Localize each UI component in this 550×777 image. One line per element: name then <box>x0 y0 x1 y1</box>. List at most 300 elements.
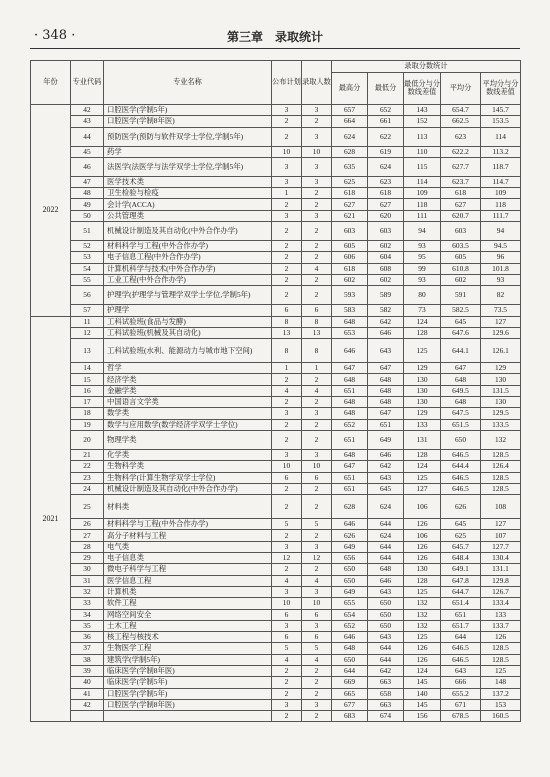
min-cell: 642 <box>368 316 404 327</box>
avg-cell: 644.1 <box>441 339 481 363</box>
avg-diff-cell: 133.5 <box>481 419 521 430</box>
admit-cell: 13 <box>302 327 332 338</box>
name-cell: 金融学类 <box>104 385 272 396</box>
avg-cell: 651.7 <box>441 620 481 631</box>
avg-cell: 647.6 <box>441 327 481 338</box>
max-cell: 649 <box>332 541 368 552</box>
table-row <box>31 408 521 419</box>
table-row <box>31 157 521 176</box>
table-row <box>31 461 521 472</box>
col-avg-diff: 平均分与分数线差值 <box>481 73 521 105</box>
name-cell: 卫生检验与检疫 <box>104 188 272 199</box>
code-cell: 55 <box>71 274 104 285</box>
avg-diff-cell: 129.5 <box>481 408 521 419</box>
plan-cell: 2 <box>272 564 302 575</box>
min-diff-cell: 125 <box>404 632 441 643</box>
page-header <box>30 24 520 49</box>
max-cell: 603 <box>332 222 368 241</box>
name-cell: 建筑学(学制5年) <box>104 654 272 665</box>
name-cell: 核工程与核技术 <box>104 632 272 643</box>
avg-diff-cell: 114 <box>481 127 521 146</box>
avg-cell: 647.5 <box>441 408 481 419</box>
avg-cell: 602 <box>441 274 481 285</box>
table-row <box>31 472 521 483</box>
code-cell: 50 <box>71 210 104 221</box>
col-min-diff: 最低分与分数线差值 <box>404 73 441 105</box>
avg-cell: 671 <box>441 699 481 710</box>
admit-cell: 5 <box>302 643 332 654</box>
table-row <box>31 688 521 699</box>
code-cell: 20 <box>71 430 104 449</box>
avg-diff-cell: 126.7 <box>481 586 521 597</box>
code-cell: 42 <box>71 699 104 710</box>
name-cell <box>104 711 272 722</box>
admit-cell: 2 <box>302 374 332 385</box>
min-diff-cell: 127 <box>404 483 441 494</box>
min-diff-cell: 125 <box>404 472 441 483</box>
name-cell: 土木工程 <box>104 620 272 631</box>
min-diff-cell: 133 <box>404 419 441 430</box>
max-cell: 646 <box>332 519 368 530</box>
table-row <box>31 210 521 221</box>
plan-cell: 2 <box>272 430 302 449</box>
min-cell: 647 <box>368 363 404 374</box>
avg-diff-cell: 126 <box>481 632 521 643</box>
name-cell: 会计学(ACCA) <box>104 199 272 210</box>
min-cell: 619 <box>368 146 404 157</box>
table-row <box>31 620 521 631</box>
min-cell: 643 <box>368 472 404 483</box>
min-diff-cell: 132 <box>404 620 441 631</box>
name-cell: 生物科学(计算生物学双学士学位) <box>104 472 272 483</box>
min-cell: 648 <box>368 385 404 396</box>
admit-cell: 2 <box>302 188 332 199</box>
table-row <box>31 598 521 609</box>
min-cell: 644 <box>368 541 404 552</box>
max-cell: 583 <box>332 305 368 316</box>
col-plan: 公布计划 <box>272 61 302 105</box>
avg-diff-cell: 125 <box>481 665 521 676</box>
max-cell: 618 <box>332 188 368 199</box>
avg-diff-cell: 127 <box>481 316 521 327</box>
avg-cell: 603 <box>441 222 481 241</box>
plan-cell: 4 <box>272 385 302 396</box>
plan-cell: 3 <box>272 586 302 597</box>
avg-diff-cell: 131.1 <box>481 564 521 575</box>
avg-diff-cell: 133.7 <box>481 620 521 631</box>
min-cell: 648 <box>368 564 404 575</box>
avg-cell: 627 <box>441 199 481 210</box>
plan-cell: 2 <box>272 374 302 385</box>
plan-cell: 3 <box>272 699 302 710</box>
admit-cell: 3 <box>302 449 332 460</box>
min-diff-cell: 129 <box>404 408 441 419</box>
plan-cell: 3 <box>272 408 302 419</box>
min-diff-cell: 93 <box>404 241 441 252</box>
table-row <box>31 116 521 127</box>
plan-cell: 1 <box>272 188 302 199</box>
plan-cell: 2 <box>272 483 302 494</box>
col-max: 最高分 <box>332 73 368 105</box>
avg-cell: 655.2 <box>441 688 481 699</box>
admit-cell: 12 <box>302 553 332 564</box>
table-row <box>31 316 521 327</box>
code-cell: 30 <box>71 564 104 575</box>
max-cell: 654 <box>332 609 368 620</box>
code-cell: 37 <box>71 643 104 654</box>
admit-cell: 6 <box>302 609 332 620</box>
name-cell: 生物医学工程 <box>104 643 272 654</box>
max-cell: 648 <box>332 374 368 385</box>
plan-cell: 12 <box>272 553 302 564</box>
table-row <box>31 146 521 157</box>
plan-cell: 10 <box>272 598 302 609</box>
table-row <box>31 252 521 263</box>
min-cell: 643 <box>368 586 404 597</box>
min-cell: 642 <box>368 665 404 676</box>
plan-cell: 2 <box>272 677 302 688</box>
plan-cell: 3 <box>272 449 302 460</box>
avg-cell: 651.5 <box>441 419 481 430</box>
code-cell: 25 <box>71 495 104 519</box>
avg-diff-cell: 133 <box>481 609 521 620</box>
avg-diff-cell: 130 <box>481 397 521 408</box>
table-row <box>31 241 521 252</box>
min-diff-cell: 99 <box>404 263 441 274</box>
min-cell: 624 <box>368 157 404 176</box>
avg-diff-cell: 153 <box>481 699 521 710</box>
code-cell: 51 <box>71 222 104 241</box>
plan-cell: 2 <box>272 495 302 519</box>
code-cell: 54 <box>71 263 104 274</box>
code-cell: 43 <box>71 116 104 127</box>
plan-cell: 2 <box>272 263 302 274</box>
table-row <box>31 374 521 385</box>
avg-diff-cell: 133.4 <box>481 598 521 609</box>
min-diff-cell: 111 <box>404 210 441 221</box>
plan-cell: 2 <box>272 286 302 305</box>
admit-cell: 2 <box>302 530 332 541</box>
avg-cell: 622.2 <box>441 146 481 157</box>
avg-cell: 618 <box>441 188 481 199</box>
plan-cell: 13 <box>272 327 302 338</box>
plan-cell: 2 <box>272 241 302 252</box>
plan-cell: 3 <box>272 210 302 221</box>
plan-cell: 4 <box>272 654 302 665</box>
min-diff-cell: 156 <box>404 711 441 722</box>
min-cell: 663 <box>368 677 404 688</box>
table-row <box>31 519 521 530</box>
max-cell: 624 <box>332 127 368 146</box>
avg-diff-cell: 107 <box>481 530 521 541</box>
min-diff-cell: 124 <box>404 316 441 327</box>
name-cell: 软件工程 <box>104 598 272 609</box>
table-row <box>31 385 521 396</box>
name-cell: 口腔医学(学制8年医) <box>104 699 272 710</box>
plan-cell: 2 <box>272 252 302 263</box>
name-cell: 预防医学(预防与软件双学士学位,学制5年) <box>104 127 272 146</box>
plan-cell: 2 <box>272 665 302 676</box>
max-cell: 669 <box>332 677 368 688</box>
avg-diff-cell: 113.2 <box>481 146 521 157</box>
min-cell: 646 <box>368 327 404 338</box>
name-cell: 高分子材料与工程 <box>104 530 272 541</box>
avg-cell: 645 <box>441 316 481 327</box>
table-row <box>31 286 521 305</box>
avg-cell: 646.5 <box>441 449 481 460</box>
min-diff-cell: 114 <box>404 176 441 187</box>
name-cell: 口腔医学(学制5年) <box>104 688 272 699</box>
min-diff-cell: 109 <box>404 188 441 199</box>
min-diff-cell: 126 <box>404 553 441 564</box>
admit-cell: 2 <box>302 688 332 699</box>
plan-cell: 2 <box>272 199 302 210</box>
min-diff-cell: 106 <box>404 530 441 541</box>
name-cell: 电子信息工程(中外合作办学) <box>104 252 272 263</box>
code-cell: 53 <box>71 252 104 263</box>
avg-cell: 591 <box>441 286 481 305</box>
max-cell: 651 <box>332 430 368 449</box>
avg-cell: 666 <box>441 677 481 688</box>
avg-cell: 651 <box>441 609 481 620</box>
avg-cell: 646.5 <box>441 472 481 483</box>
avg-cell: 625 <box>441 530 481 541</box>
plan-cell: 1 <box>272 363 302 374</box>
min-cell: 644 <box>368 553 404 564</box>
name-cell: 工业工程(中外合作办学) <box>104 274 272 285</box>
min-diff-cell: 95 <box>404 252 441 263</box>
plan-cell: 3 <box>272 105 302 116</box>
avg-diff-cell: 126.4 <box>481 461 521 472</box>
avg-diff-cell: 108 <box>481 495 521 519</box>
admit-cell: 5 <box>302 519 332 530</box>
admit-cell: 3 <box>302 586 332 597</box>
admit-cell: 2 <box>302 483 332 494</box>
max-cell: 606 <box>332 252 368 263</box>
table-row <box>31 397 521 408</box>
table-row <box>31 263 521 274</box>
table-row <box>31 339 521 363</box>
code-cell: 57 <box>71 305 104 316</box>
min-diff-cell: 118 <box>404 199 441 210</box>
max-cell: 648 <box>332 316 368 327</box>
min-cell: 643 <box>368 339 404 363</box>
min-cell: 649 <box>368 430 404 449</box>
avg-cell: 651.4 <box>441 598 481 609</box>
max-cell: 653 <box>332 327 368 338</box>
max-cell: 657 <box>332 105 368 116</box>
avg-diff-cell: 132 <box>481 430 521 449</box>
table-row <box>31 665 521 676</box>
table-row <box>31 495 521 519</box>
avg-cell: 626 <box>441 495 481 519</box>
min-cell: 651 <box>368 419 404 430</box>
name-cell: 计算机类 <box>104 586 272 597</box>
name-cell: 护理学(护理学与管理学双学士学位,学制5年) <box>104 286 272 305</box>
plan-cell: 2 <box>272 116 302 127</box>
plan-cell: 2 <box>272 711 302 722</box>
admission-score-table <box>30 60 521 722</box>
table-row <box>31 188 521 199</box>
chapter-title: 第三章 录取统计 <box>226 30 323 44</box>
admit-cell: 6 <box>302 632 332 643</box>
table-row <box>31 305 521 316</box>
min-cell: 622 <box>368 127 404 146</box>
code-cell: 26 <box>71 519 104 530</box>
code-cell: 15 <box>71 374 104 385</box>
table-row <box>31 199 521 210</box>
admit-cell: 2 <box>302 222 332 241</box>
name-cell: 法医学(法医学与法学双学士学位,学制5年) <box>104 157 272 176</box>
plan-cell: 2 <box>272 127 302 146</box>
col-name: 专业名称 <box>104 61 272 105</box>
plan-cell: 3 <box>272 541 302 552</box>
min-diff-cell: 140 <box>404 688 441 699</box>
table-row <box>31 419 521 430</box>
col-code: 专业代码 <box>71 61 104 105</box>
min-cell: 604 <box>368 252 404 263</box>
min-cell: 645 <box>368 483 404 494</box>
min-diff-cell: 128 <box>404 575 441 586</box>
plan-cell: 8 <box>272 316 302 327</box>
min-cell: 624 <box>368 495 404 519</box>
avg-cell: 644.4 <box>441 461 481 472</box>
plan-cell: 2 <box>272 419 302 430</box>
table-row <box>31 553 521 564</box>
admit-cell: 10 <box>302 598 332 609</box>
name-cell: 计算机科学与技术(中外合作办学) <box>104 263 272 274</box>
table-row <box>31 677 521 688</box>
avg-diff-cell: 153.5 <box>481 116 521 127</box>
avg-diff-cell: 118.7 <box>481 157 521 176</box>
avg-cell: 646.5 <box>441 643 481 654</box>
max-cell: 626 <box>332 530 368 541</box>
max-cell: 627 <box>332 199 368 210</box>
max-cell: 621 <box>332 210 368 221</box>
min-diff-cell: 128 <box>404 327 441 338</box>
min-cell: 650 <box>368 620 404 631</box>
name-cell: 数学类 <box>104 408 272 419</box>
admit-cell: 3 <box>302 176 332 187</box>
plan-cell: 2 <box>272 274 302 285</box>
min-cell: 644 <box>368 643 404 654</box>
max-cell: 647 <box>332 461 368 472</box>
min-cell: 589 <box>368 286 404 305</box>
table-row <box>31 654 521 665</box>
table-row <box>31 530 521 541</box>
min-diff-cell: 130 <box>404 397 441 408</box>
code-cell: 27 <box>71 530 104 541</box>
table-row <box>31 643 521 654</box>
admit-cell: 3 <box>302 105 332 116</box>
avg-cell: 645 <box>441 519 481 530</box>
min-cell: 646 <box>368 575 404 586</box>
plan-cell: 10 <box>272 461 302 472</box>
avg-cell: 650 <box>441 430 481 449</box>
admit-cell: 2 <box>302 116 332 127</box>
name-cell: 微电子科学与工程 <box>104 564 272 575</box>
avg-diff-cell: 96 <box>481 252 521 263</box>
max-cell: 605 <box>332 241 368 252</box>
min-diff-cell: 152 <box>404 116 441 127</box>
code-cell: 29 <box>71 553 104 564</box>
code-cell: 45 <box>71 146 104 157</box>
admit-cell: 3 <box>302 408 332 419</box>
table-row <box>31 586 521 597</box>
min-cell: 648 <box>368 374 404 385</box>
avg-diff-cell: 137.2 <box>481 688 521 699</box>
max-cell: 652 <box>332 620 368 631</box>
code-cell: 40 <box>71 677 104 688</box>
admit-cell: 2 <box>302 286 332 305</box>
table-row <box>31 711 521 722</box>
plan-cell: 6 <box>272 632 302 643</box>
code-cell: 23 <box>71 472 104 483</box>
min-cell: 618 <box>368 188 404 199</box>
plan-cell: 6 <box>272 305 302 316</box>
code-cell: 39 <box>71 665 104 676</box>
min-diff-cell: 126 <box>404 541 441 552</box>
name-cell: 材料科学与工程(中外合作办学) <box>104 241 272 252</box>
name-cell: 哲学 <box>104 363 272 374</box>
col-avg: 平均分 <box>441 73 481 105</box>
avg-cell: 605 <box>441 252 481 263</box>
name-cell: 网络空间安全 <box>104 609 272 620</box>
table-row <box>31 632 521 643</box>
min-diff-cell: 124 <box>404 665 441 676</box>
avg-diff-cell: 73.5 <box>481 305 521 316</box>
max-cell: 683 <box>332 711 368 722</box>
col-year: 年份 <box>31 61 71 105</box>
code-cell: 48 <box>71 188 104 199</box>
code-cell: 16 <box>71 385 104 396</box>
avg-diff-cell: 128.5 <box>481 449 521 460</box>
plan-cell: 5 <box>272 519 302 530</box>
plan-cell: 10 <box>272 146 302 157</box>
col-scores: 录取分数统计 <box>332 61 521 73</box>
avg-diff-cell: 101.8 <box>481 263 521 274</box>
table-row <box>31 699 521 710</box>
avg-cell: 654.7 <box>441 105 481 116</box>
min-diff-cell: 80 <box>404 286 441 305</box>
avg-cell: 623 <box>441 127 481 146</box>
max-cell: 650 <box>332 654 368 665</box>
plan-cell: 2 <box>272 222 302 241</box>
avg-cell: 644.7 <box>441 586 481 597</box>
admit-cell: 2 <box>302 241 332 252</box>
table-row <box>31 609 521 620</box>
plan-cell: 2 <box>272 397 302 408</box>
name-cell: 机械设计制造及其自动化(中外合作办学) <box>104 222 272 241</box>
avg-diff-cell: 129.8 <box>481 575 521 586</box>
code-cell: 24 <box>71 483 104 494</box>
table-row <box>31 176 521 187</box>
name-cell: 电子信息类 <box>104 553 272 564</box>
min-diff-cell: 131 <box>404 430 441 449</box>
min-diff-cell: 132 <box>404 598 441 609</box>
max-cell: 628 <box>332 495 368 519</box>
max-cell: 664 <box>332 116 368 127</box>
code-cell: 41 <box>71 688 104 699</box>
code-cell: 38 <box>71 654 104 665</box>
avg-diff-cell: 114.7 <box>481 176 521 187</box>
max-cell: 665 <box>332 688 368 699</box>
admit-cell: 8 <box>302 316 332 327</box>
code-cell: 42 <box>71 105 104 116</box>
min-diff-cell: 125 <box>404 586 441 597</box>
code-cell <box>71 711 104 722</box>
name-cell: 生物科学类 <box>104 461 272 472</box>
